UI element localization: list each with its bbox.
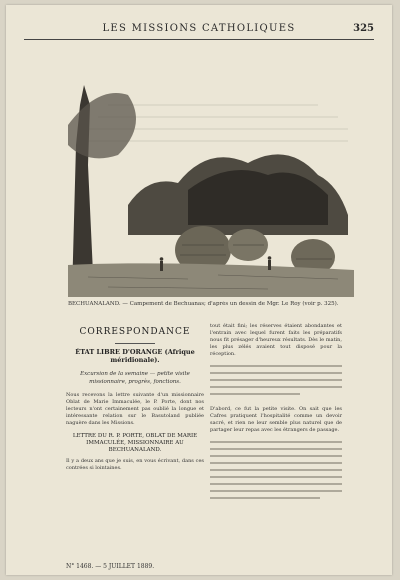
page-number: 325 bbox=[353, 23, 374, 34]
excerpt-summary: Excursion de la semaine — petite visite missionnaire, progrès, fonctions. bbox=[80, 371, 190, 385]
header-rule bbox=[24, 39, 374, 40]
running-header bbox=[24, 23, 374, 37]
engraving-illustration bbox=[68, 65, 354, 297]
right-paragraph-one: tout était fini; les réserves étaient abondantes et l'entrain avec lequel furent faits les préparatifs nous fit présager d'heureux résultats. Dès le matin, les plus zélés avaient tout disposé pour la réception. bbox=[210, 323, 342, 357]
left-column bbox=[66, 323, 204, 476]
region-subheading: ÉTAT LIBRE D'ORANGE (Afrique méridionale). bbox=[75, 348, 195, 364]
section-rule bbox=[115, 343, 155, 344]
journal-title: LES MISSIONS CATHOLIQUES bbox=[102, 23, 296, 34]
figure-caption: BECHUANALAND. — Campement de Bechuanas; d'après un dessin de Mgr. Le Roy (voir p. 325). bbox=[68, 301, 339, 307]
intro-paragraph: Nous recevons la lettre suivante d'un missionnaire Oblat de Marie Immaculée, le P. Porte, dont nos lecteurs n'ont certainement pas oublié la longue et intéressante relation sur le Basutoland publiée naguère dans les Missions. bbox=[66, 392, 204, 426]
right-column bbox=[210, 323, 342, 512]
continued-text-lines bbox=[210, 362, 342, 402]
issue-footer: N° 1468. — 5 JUILLET 1889. bbox=[66, 563, 155, 570]
right-paragraph-two: D'abord, ce fut la petite visite. On sait que les Cafres pratiquent l'hospitalité comme un devoir sacré, et rien ne leur semble plus naturel que de partager leur repas avec les étrangers de passage. bbox=[210, 406, 342, 433]
letter-heading: LETTRE DU R. P. PORTE, OBLAT DE MARIE IMMACULÉE, MISSIONNAIRE AU BECHUANALAND. bbox=[72, 433, 198, 453]
letter-opening: Il y a deux ans que je suis, en vous écrivant, dans ces contrées si lointaines. bbox=[66, 458, 204, 471]
continued-text-lines-2 bbox=[210, 438, 342, 508]
page bbox=[6, 5, 392, 575]
section-title: CORRESPONDANCE bbox=[79, 327, 191, 337]
